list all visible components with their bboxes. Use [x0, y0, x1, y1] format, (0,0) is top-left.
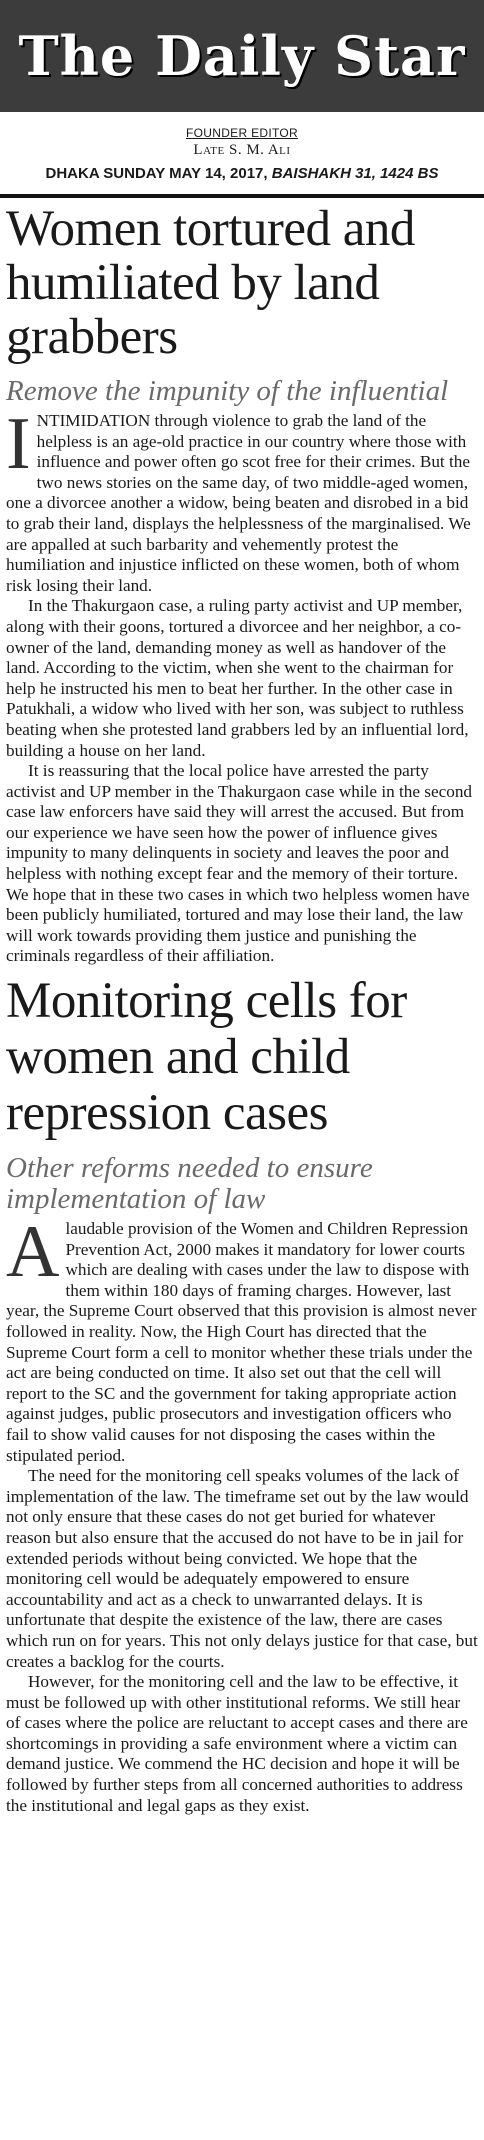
dateline [0, 165, 484, 182]
paragraph-text: NTIMIDATION through violence to grab the land of the helpless is an age-old practice in our country where those with influence and power often go scot free for their crimes. But the two news stories on the same day, of two middle-aged women, one a divorcee another a widow, being beaten and disrobed in a bid to grab their land, displays the helplessness of the marginalised. We are appalled at such barbarity and vehemently protest the humiliation and injustice inflicted on these women, both of whom risk losing their land. [6, 411, 471, 595]
article-paragraph [6, 1211, 478, 1466]
article-paragraph [6, 403, 478, 596]
drop-cap: A [6, 1211, 60, 1294]
editorial-article [0, 973, 484, 1816]
article-paragraph: The need for the monitoring cell speaks volumes of the lack of implementation of the law. The timeframe set out by the law would not only ensure that these cases do not get buried for whatever reason but also ensure that the accused do not have to be in jail for extended periods without being convicted. We hope that the monitoring cell would be adequately empowered to ensure accountability and act as a check to unwarranted delays. It is unfortunate that despite the existence of the law, there are cases which run on for years. This not only delays justice for that case, but creates a backlog for the courts. [6, 1466, 478, 1671]
article-paragraph: It is reassuring that the local police have arrested the party activist and UP member in the Thakurgaon case while in the second case law enforcers have said they will arrest the accused. But from our experience we have seen how the power of influence gives impunity to many delinquents in society and leaves the poor and helpless with nothing except fear and the memory of their torture. We hope that in these two cases in which two helpless women have been publicly humiliated, tortured and may lose their land, the law will work towards providing them justice and punishing the criminals regardless of their affiliation. [6, 761, 473, 966]
drop-cap: I [6, 403, 31, 485]
editorial-article [0, 202, 484, 967]
header-divider [0, 194, 484, 198]
article-headline: Monitoring cells for women and child repression cases [6, 973, 407, 1142]
article-headline: Women tortured and humiliated by land grabbers [6, 201, 415, 365]
founder-editor-name: Late S. M. Ali [193, 142, 291, 158]
dateline-bengali-date: BAISHAKH 31, 1424 BS [271, 165, 439, 182]
paragraph-text: laudable provision of the Women and Children Repression Prevention Act, 2000 makes it mandatory for lower courts which are dealing with cases under the law to dispose with them within 180 days of framing charges. However, last year, the Supreme Court observed that this provision is almost never followed in reality. Now, the High Court has directed that the Supreme Court form a cell to monitor whether these trials under the act are being conducted on time. It also set out that the cell will report to the SC and the government for taking appropriate action against judges, public prosecutors and investigation officers who fail to show valid causes for not disposing the cases within the stipulated period. [6, 1219, 477, 1465]
masthead [0, 0, 484, 112]
masthead-title: The Daily Star [18, 24, 466, 88]
article-paragraph: In the Thakurgaon case, a ruling party activist and UP member, along with their goons, tortured a divorcee and her neighbor, a co-owner of the land, demanding money as well as handover of the land. According to the victim, when she went to the chairman for help he instructed his men to beat her further. In the other case in Patukhali, a widow who lived with her son, was subject to ruthless beating when she protested land grabbers led by an influential lord, building a house on her land. [6, 596, 469, 760]
article-body [6, 1211, 478, 1816]
article-subhead: Other reforms needed to ensure implementation of law [6, 1152, 373, 1216]
article-subhead: Remove the impunity of the influential [6, 375, 449, 407]
article-body [6, 403, 478, 967]
dateline-date: DHAKA SUNDAY MAY 14, 2017, [45, 165, 268, 182]
article-paragraph: However, for the monitoring cell and the law to be effective, it must be followed up with other institutional reforms. We still hear of cases where the police are reluctant to accept cases and there are shortcomings in providing a safe environment where a victim can demand justice. We commend the HC decision and hope it will be followed by further steps from all concerned authorities to address the institutional and legal gaps as they exist. [6, 1672, 468, 1815]
founder-editor-block [0, 126, 484, 159]
founder-editor-label: FOUNDER EDITOR [186, 126, 298, 140]
